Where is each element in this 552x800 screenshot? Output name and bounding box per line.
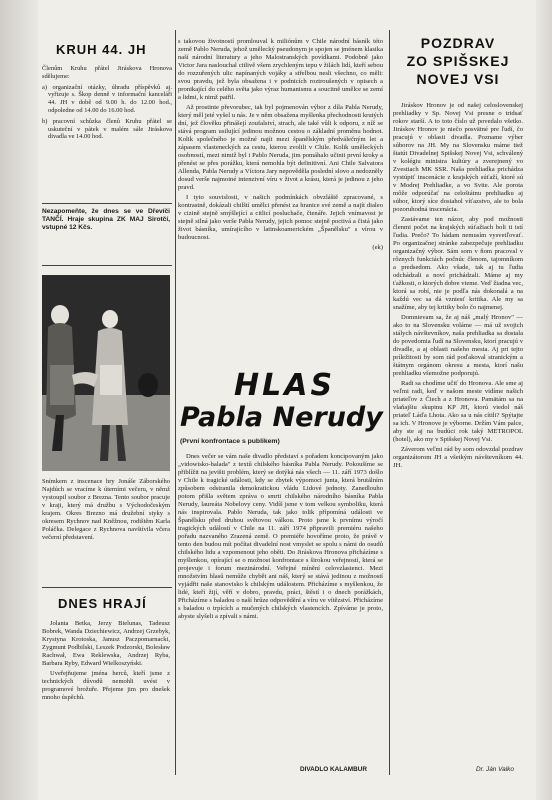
pozdrav-p3: Domnievam sa, že aj náš „malý Hronov" — ako to na Slovensku voláme — má už svojich stálych návštevníkov, naša prehliadka sa dostala do povedomia ľudí na Slovensku, ktorí pracujú v divadle, a aj oblasti našeho mesta. Aj pri tejto príležitosti by som rád poďakoval stranickým a štátnym orgánom okresu a mesta, ktorí našu prehliadku všemožne podporujú. — [393, 314, 523, 377]
kruh-body — [42, 65, 172, 141]
article-top-p3: I tyto souvislosti, v našich podmínkách obvzláště zpracované, s kontrastně, dokázali chilští umělci přenést za hranice své země a najít dialeo v cizině stejně smýšlející a citlicí posluchače, čtenáře. Jejich vnímavost je stejně silná jako verše Pabla Nerudy, jejich pomoc stejně poctivá a čistá jako život básníka, umírajícího v latinskoamerickém „Španělsku" s vírou v budoucnost. — [178, 194, 383, 241]
left-column — [42, 30, 172, 141]
dnes-note: Uveřejňujeme jména herců, kteří jsme z technických důvodů nemohli uvést v programové brožuře. Přejeme jim pro dnešek mnoho úspěchů. — [42, 670, 170, 701]
divider-2 — [42, 265, 172, 266]
page-edge-shadow — [536, 0, 552, 800]
kruh-item-a: a) organizační otázky, úhradu příspěvků aj. vyřizuje s. Škop denně v informační kanceláři 44. JH v době od 9.00 h. do 12.00 hod., odpoledne od 14.00 do 16.00 hod. — [42, 83, 172, 114]
dance-notice: Nezapomeňte, že dnes se ve Dřevíči TANČÍ. Hraje skupina ZK MAJ Sirotčí, vstupné 12 Kčs. — [42, 208, 170, 232]
theatre-photo — [42, 275, 170, 471]
column-rule-left — [175, 30, 176, 775]
pozdrav-p1: Jiráskov Hronov je od našej celoslovenskej prehliadky v Sp. Novej Vsi presne o tridsať rokov starší. A to toto číslo už povedalo všetko. Jiráskov Hronov je niečo posvätné pre ľudí, čo pracujú v oblasti divadla. Pozname výber súborov na JH. My na Slovensku máme tiež štatút Divadelnej Spišskej Novej Vsi, schválený v kolégiu ministra kultúry a zverejnený vo Zvestiach MK SSR. Naša prehliadka prichádza vystúpiť inscenácie z krajských súťaží, ktoré sú v Modrej Prehliadke, a vo Svite. Ale porota môže odporúčať na celoštátnu prehliadku aj súbor, ktorý síce dosiahol víťazstvo, ale to bola pozoruhodná inscenácia. — [393, 102, 523, 213]
article-top-p2: Až prostinte převorubec, tak byl pojmenován výbor z díla Pabla Nerudy, který měl jeté vyšel u nás. Je v něm obsažena myšlenka přechodnosti krutých dní, jež člověku přinášejí zoufalství, strach, ale také vůli k odporu, z níž se stává program usilující jedinou možnou cestou o základní proměnu hodnot. Kolik společného je možné najít mezi španělským předválečným let a zápasem vlasteneckých za cestu, kterou zvolili v Chile. Kolik uměleckých osobností, mezi nimiž byl i Pablo Neruda, jim pomáhalo učinit první kroky a přenést se přes porážku, která nemohla být definitivní. Ani Chile Salvatora Allenda, Pabla Nerudy a Víctora Jary nepověděla poslední slovo a nedozněly dosud verše najmoiné intenzivní víru v život a krásu, která je jedinou z jeho pravd. — [178, 104, 383, 191]
headline-pabla-nerudy: Pabla Nerudy — [180, 402, 383, 433]
column-rule-right — [389, 30, 390, 775]
headline-hlas: HLAS — [234, 368, 336, 403]
kruh-intro: Členům Kruhu přátel Jiráskova Hronova sdělujeme: — [42, 65, 172, 80]
pozdrav-title-2: ZO SPIŠSKEJ — [406, 53, 510, 69]
dnes-heading: DNES HRAJÍ — [58, 596, 147, 611]
divider-3 — [42, 587, 172, 588]
pozdrav-heading — [393, 34, 523, 88]
pozdrav-p2: Zastávame ten názor, aby pod možnosti členmi počet na krajských súťažiach boli ti istí ľudia. Prečo? To hádam nemusím vysvetľovať. Po organizačnej stránke zabezpečuje prehliadku organizačný výbor. Sám som v ňom pracoval v rôznych funkciách počnúc členom, tajomníkom a predsedom. Ako všade, tak aj tu ľudia odchádzali a noví prichádzali. Máme aj my ťažkosti, o ktorých dobre vieme. Veď žiadna vec, ktorá sa robí, nie je podľa nás dokonalá a na každú vec sa dá vzniesť kritika. Ale my sa snažíme, aby tej kritiky bolo čo najmenej. — [393, 216, 523, 311]
kruh-heading: KRUH 44. JH — [56, 42, 147, 57]
pozdrav-signature: Dr. Ján Valko — [476, 766, 514, 773]
pozdrav-p4: Radi sa chodíme učiť do Hronova. Ale sme aj veľmi radi, keď v našom meste vidíme našich priateľov z Čiech a z Hronova. Pamätám sa na vlaňajšiu skupinu KP JH, ktorú viedol náš priateľ Láďa Lhota. Ako sa u nás cítili? Spýtajte sa ich. V Hronove je výborne. Držím Vám palce, aby ste aj na budúci rok taký METROPOL (hotel), ako my v Spišskej Novej Vsi. — [393, 380, 523, 443]
pozdrav-body — [393, 102, 523, 470]
pozdrav-p5: Záverom veľmi rád by som odovzdal pozdrav organizátorom JH a všetkým návštevníkom 44. JH. — [393, 446, 523, 469]
middle-column — [178, 38, 383, 251]
pozdrav-title-3: NOVEJ VSI — [416, 71, 500, 87]
article-signature: DIVADLO KALAMBUR — [300, 766, 367, 773]
photo-caption: Snímkem z inscenace hry Jonáše Záborského Najdúch se vracíme k úterními večeru, v němž vystoupil soubor z Brezna. Tento soubor pracuje v kraji, který má družbu s Východočeským krajem. Okres Brezno má družební styky s okresem Rychnov nad Kněžnou, rodištěm Karla Poláčka. Delegace z Rychnova navštívila včera večerní představení. — [42, 478, 170, 541]
divider-1 — [42, 203, 172, 204]
dnes-body — [42, 620, 170, 704]
kruh-item-b: b) pracovní schůzka členů Kruhu přátel se uskuteční v pátek v malém sále Jiráskova divadla ve 14.00 hod. — [42, 117, 172, 141]
headline-subtitle: (První konfrontace s publikem) — [180, 438, 280, 445]
actor-names: Jolanta Betka, Jerzy Bielunas, Tadeusz Bobrek, Wanda Dziechiewicz, Andrzej Grzebyk, Krystyna Krotoska, Janusz Paczpomarnacki, Zygmunt Podbilski, Leszek Podzorski, Bolesław Rachwał, Ewa Reklewska, Andrzej Ryba, Barbara Ryby, Edward Wielkoszyński. — [42, 620, 170, 667]
theatre-scene-illustration — [42, 275, 170, 471]
pozdrav-title-1: POZDRAV — [420, 35, 496, 51]
article-top-text — [178, 38, 383, 242]
right-column — [393, 34, 523, 472]
article-top-p1: s takovou životností promlouval k miliónům v Chile národní básník této země Pablo Neruda, jehož umělecký pseudonym je spojen se jménem klasika naší národní literatury a jeho Malostranských povídkami. Podobně jako Victor Jara naslouchal citlivě všem zrychleným tepu v žilách lidí, kteří sebou do rozzuřených ulic napínaných vojáky a střelbou nesli všechno, co měli: svou pravdu, jež byla obsažena i v podnicích roztroušených v opisech a pronikající do celého světa jako výraz humanismu a soucitně umělce se zemí a lidmi, k nimž patřil. — [178, 38, 383, 101]
previous-page-edge — [0, 0, 38, 800]
article-body-text: Dnes večer se vám naše divadlo představí s pořadem koncipovaným jako „vidowisko-balada" z textů chilského básníka Pabla Nerudy. Pokoušíme se přiblížit na jevišti problém, který se dotýká nás všech — 11. září 1973 došlo v Chile k tragické události, kdy se zbytek výpomoci junta, která brutálním způsobem odstranila demokratickou vládu Lidové jednoty. Zanedlouho potom přišla světem zpráva o smrti chilského národního básníka Pabla Nerudy, laureáta Nobelovy ceny. Vidíš jsme v tom velkou symboliku, která nás inspirovala. Pablo Neruda, tak jako tolik přípomíná události ve Španělsku před druhou světovou válkou. Proto jsme k prvnímu výročí tragických událostí v Chile na 11. září 1974 připravili premiéru našeho pořadu nazvaného Zrazená země. O premiéře hovoříme proto, že právě v tento den budou mít počítat divadelní nost vmyslet se spolu s námi do osudů chilského lidu a vzpomenout jeho oběti. Do Jiráskova Hronova přicházíme s myšlenkou, opírající se o možnost konfrontace s širokou veřejností, která se projevuje i forum mezinárodní. Veřejné mínění celovzlastenci. Mezi množstvím hlasů nemůže chybět ani náš, který se stává jedinou z možností vyjádřit naše stanovisko k chilským událostem. Přicházíme s myšlenkou, že lidé, kteří žijí, věří v dobro, pravdu, práci, štěstí i o dnech porážkách, Přicházíme s baladou o naší hrůze odpovědění a víru ve vítězství. Přicházíme s baladou o trpících a mučených chilských vlastencích. Zpíváme je proto, abyste slyšeli a zpívali s námi. — [178, 453, 383, 620]
article-top-signature: (ek) — [372, 244, 383, 251]
article-body — [178, 453, 383, 623]
